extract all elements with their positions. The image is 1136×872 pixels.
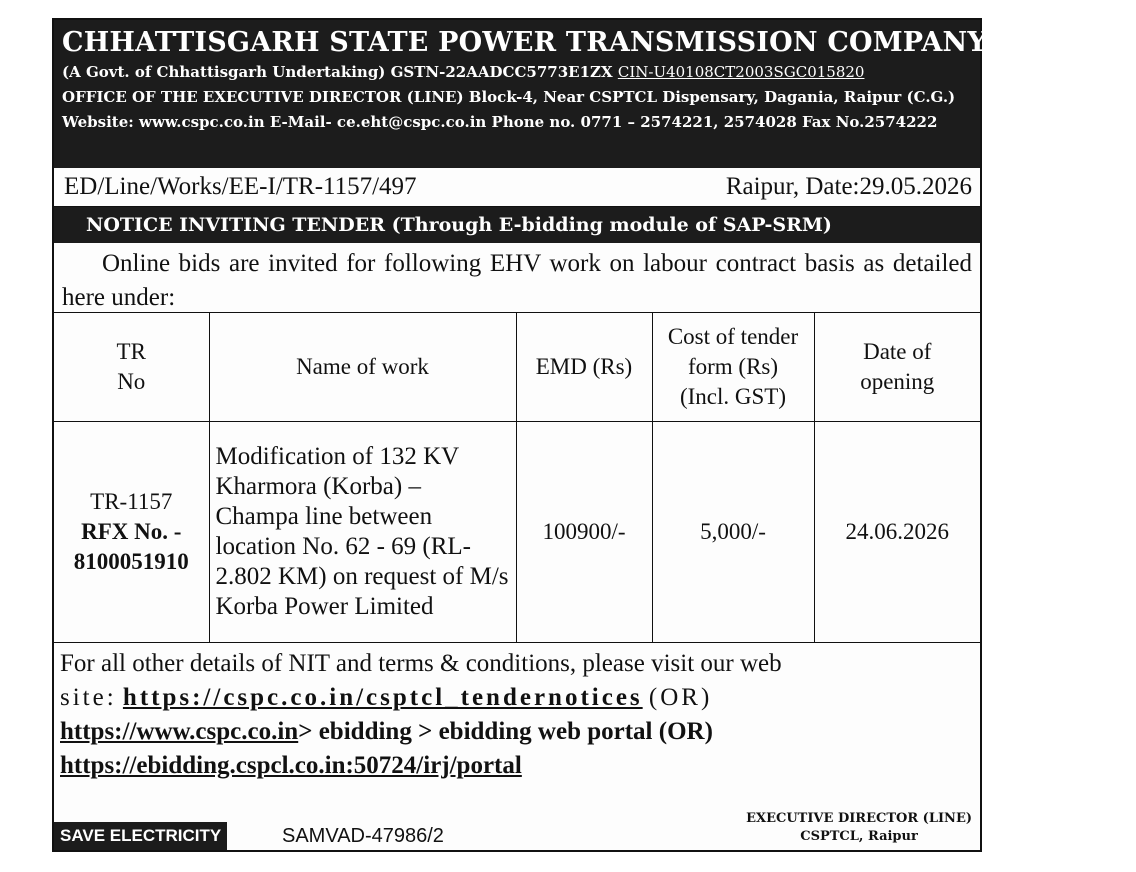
tender-notices-link[interactable]: https://cspc.co.in/csptcl_tendernotices (122, 684, 643, 711)
place-date: Raipur, Date:29.05.2026 (725, 173, 972, 200)
header-cost-line3: (Incl. GST) (679, 384, 787, 409)
notice-header (54, 20, 1136, 168)
ebidding-path: > ebidding > ebidding web portal (OR) (298, 718, 713, 745)
office-address: OFFICE OF THE EXECUTIVE DIRECTOR (LINE) Block-4, Near CSPTCL Dispensary, Dagania, Raipur (C.G.) (62, 88, 956, 106)
or-text: (OR) (648, 684, 713, 711)
header-cost-line1: Cost of tender (667, 324, 799, 349)
header-emd: EMD (Rs) (516, 313, 652, 422)
cell-date-of-opening: 24.06.2026 (814, 422, 980, 643)
cin-number: CIN-U40108CT2003SGC015820 (617, 63, 865, 81)
header-tr-no-line1: TR (116, 339, 146, 364)
header-date-line2: opening (860, 369, 935, 394)
header-tr-no (54, 313, 209, 422)
contact-line: Website: www.cspc.co.in E-Mail- ce.eht@cspc.co.in Phone no. 0771 – 2574221, 2574028 Fax No.2574222 (62, 113, 938, 131)
table-row (54, 422, 980, 643)
govt-gstn-line (62, 60, 972, 85)
header-date-of-opening (814, 313, 980, 422)
notice-title: NOTICE INVITING TENDER (Through E-bidding module of SAP-SRM) (54, 207, 980, 243)
signatory-office: CSPTCL, Raipur (800, 829, 918, 844)
header-cost-line2: form (Rs) (687, 354, 779, 379)
table-header-row (54, 313, 980, 422)
footer-line4 (60, 749, 974, 783)
ebidding-portal-link[interactable]: https://ebidding.cspcl.co.in:50724/irj/portal (60, 752, 522, 779)
website-link[interactable]: https://www.cspc.co.in (60, 718, 299, 745)
reference-row (54, 168, 980, 207)
rfx-label: RFX No. - (81, 519, 182, 544)
footer-line3 (60, 715, 974, 749)
cell-tr-no (54, 422, 209, 643)
tender-notice (52, 18, 1136, 852)
reference-number: ED/Line/Works/EE-I/TR-1157/497 (64, 173, 417, 200)
header-date-line1: Date of (863, 339, 932, 364)
intro-text: Online bids are invited for following EHV work on labour contract basis as detailed here under: (54, 243, 980, 313)
footer-lead: For all other details of NIT and terms & conditions, please visit our web (60, 650, 782, 677)
company-name: CHHATTISGARH STATE POWER TRANSMISSION COMPANY LIMITED (62, 27, 1136, 58)
works-table (54, 313, 980, 643)
site-label: site: (60, 684, 117, 711)
govt-gstn: (A Govt. of Chhattisgarh Undertaking) GSTN-22AADCC5773E1ZX (62, 63, 613, 81)
signatory-title: EXECUTIVE DIRECTOR (LINE) (746, 811, 972, 826)
samvad-code: SAMVAD-47986/2 (282, 825, 444, 847)
header-tr-no-line2: No (117, 369, 146, 394)
header-name-of-work: Name of work (209, 313, 516, 422)
cell-name-of-work: Modification of 132 KV Kharmora (Korba) – Champa line between location No. 62 - 69 (RL-2.802 KM) on request of M/s Korba Power Limited (209, 422, 516, 643)
save-electricity-badge: SAVE ELECTRICITY (54, 822, 227, 850)
header-cost (652, 313, 814, 422)
cell-cost: 5,000/- (652, 422, 814, 643)
signature-block (746, 810, 972, 846)
rfx-number: 8100051910 (73, 549, 189, 574)
footer-line2 (60, 681, 974, 715)
footer-details (54, 643, 980, 783)
cell-emd: 100900/- (516, 422, 652, 643)
tr-number: TR-1157 (90, 489, 173, 514)
